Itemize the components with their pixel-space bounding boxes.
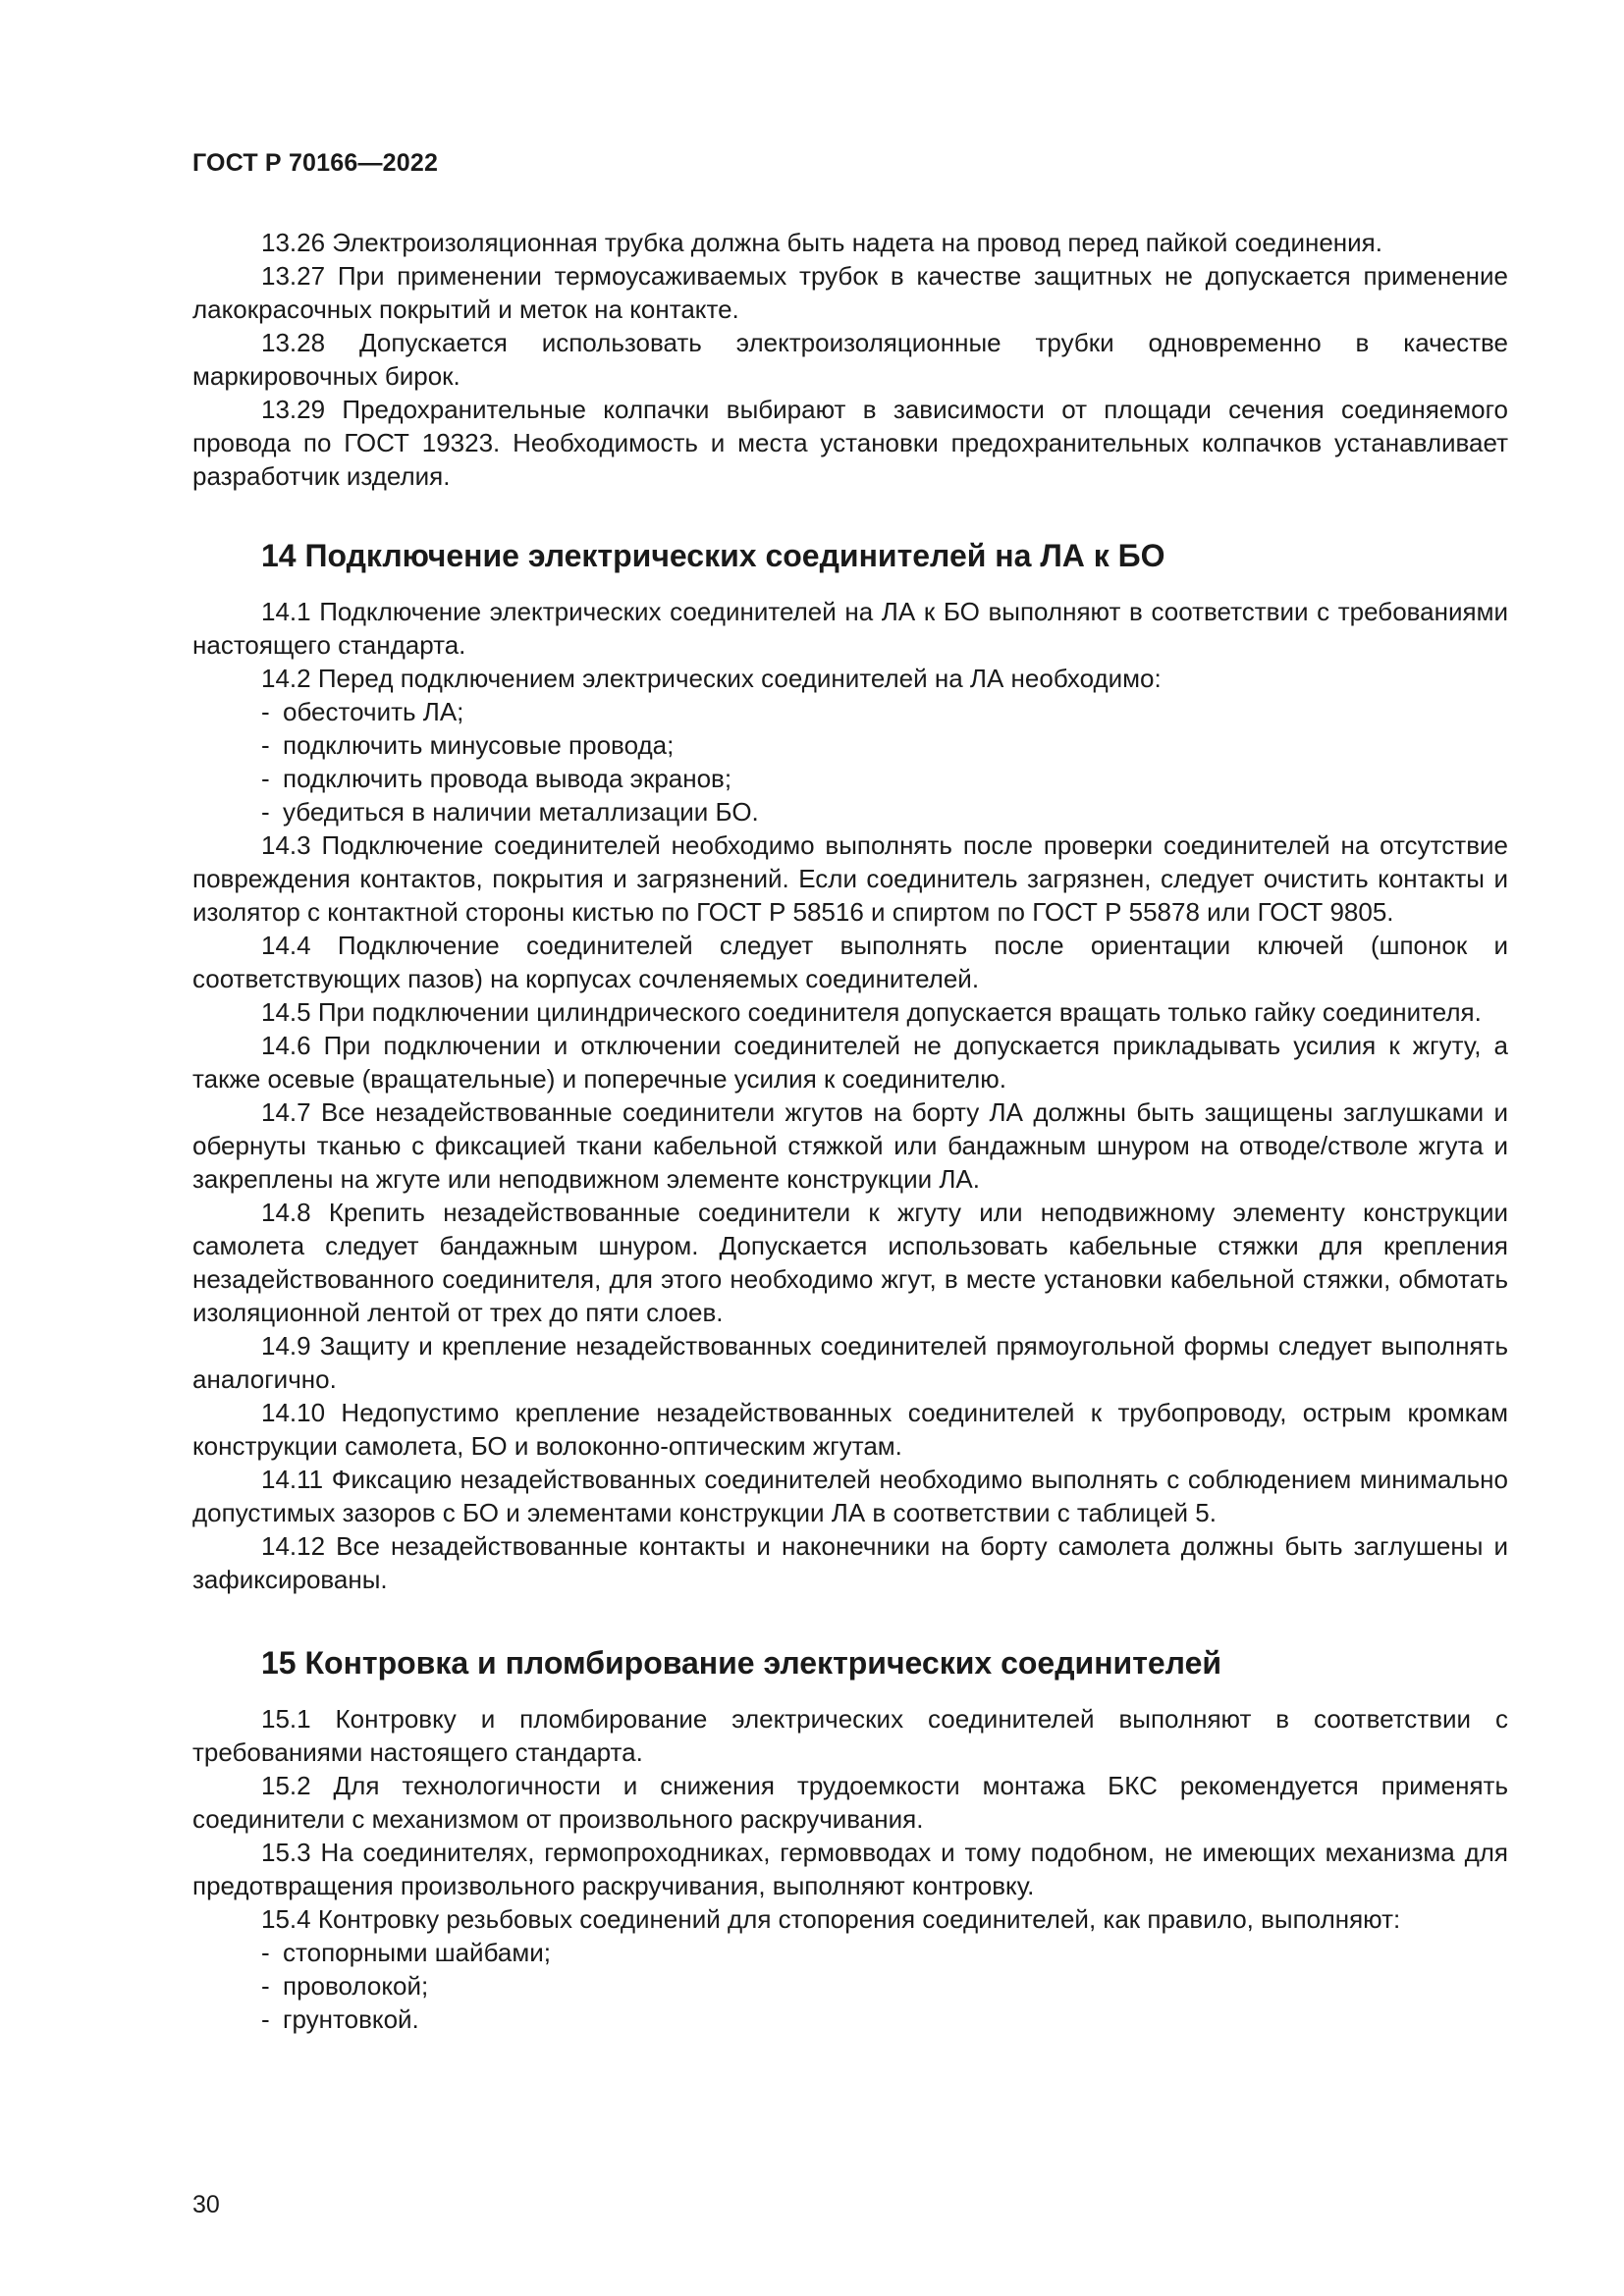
list-dash: - — [261, 764, 270, 793]
paragraph-14-9: 14.9 Защиту и крепление незадействованных соединителей прямоугольной формы следует выполнять аналогично. — [192, 1331, 1508, 1394]
paragraph-15-4: 15.4 Контровку резьбовых соединений для стопорения соединителей, как правило, выполняют: — [261, 1904, 1401, 1934]
list-item — [192, 728, 1508, 762]
paragraph-15-3: 15.3 На соединителях, гермопроходниках, гермовводах и тому подобном, не имеющих механизма для предотвращения произвольного раскручивания, выполняют контровку. — [192, 1838, 1508, 1900]
paragraph-14-2: 14.2 Перед подключением электрических соединителей на ЛА необходимо: — [261, 664, 1162, 693]
paragraph-14-10: 14.10 Недопустимо крепление незадействованных соединителей к трубопроводу, острым кромкам конструкции самолета, БО и волоконно-оптическим жгутам. — [192, 1398, 1508, 1461]
list-item — [192, 695, 1508, 728]
list-dash: - — [261, 1971, 270, 2001]
list-item — [192, 795, 1508, 828]
list-item — [192, 762, 1508, 795]
document-code-header: ГОСТ Р 70166—2022 — [192, 149, 439, 177]
list-item — [192, 1969, 1508, 2002]
section-14-heading: 14 Подключение электрических соединителей на ЛА к БО — [261, 538, 1165, 573]
paragraph-13-27: 13.27 При применении термоусаживаемых трубок в качестве защитных не допускается применение лакокрасочных покрытий и меток на контакте. — [192, 261, 1508, 324]
paragraph-13-26: 13.26 Электроизоляционная трубка должна быть надета на провод перед пайкой соединения. — [261, 228, 1382, 257]
paragraph-14-4: 14.4 Подключение соединителей следует выполнять после ориентации ключей (шпонок и соответствующих пазов) на корпусах сочленяемых соединителей. — [192, 931, 1508, 993]
paragraph-13-29: 13.29 Предохранительные колпачки выбирают в зависимости от площади сечения соединяемого провода по ГОСТ 19323. Необходимость и места установки предохранительных колпачков устанавливает разработчик изделия. — [192, 395, 1508, 491]
list-dash: - — [261, 1938, 270, 1967]
list-dash: - — [261, 2004, 270, 2034]
list-item-text: проволокой; — [283, 1971, 429, 2001]
paragraph-14-11: 14.11 Фиксацию незадействованных соединителей необходимо выполнять с соблюдением минимально допустимых зазоров с БО и элементами конструкции ЛА в соответствии с таблицей 5. — [192, 1465, 1508, 1527]
paragraph-14-3: 14.3 Подключение соединителей необходимо выполнять после проверки соединителей на отсутствие повреждения контактов, покрытия и загрязнений. Если соединитель загрязнен, следует очистить контакты и изолятор с контактной стороны кистью по ГОСТ Р 58516 и спиртом по ГОСТ Р 55878 или ГОСТ 9805. — [192, 830, 1508, 927]
paragraph-14-5: 14.5 При подключении цилиндрического соединителя допускается вращать только гайку соединителя. — [261, 997, 1482, 1027]
paragraph-13-28: 13.28 Допускается использовать электроизоляционные трубки одновременно в качестве маркировочных бирок. — [192, 328, 1508, 391]
list-item-text: подключить минусовые провода; — [283, 730, 675, 760]
list-item — [192, 1936, 1508, 1969]
page-content — [192, 226, 1508, 2036]
paragraph-14-12: 14.12 Все незадействованные контакты и наконечники на борту самолета должны быть заглушены и зафиксированы. — [192, 1531, 1508, 1594]
list-item — [192, 2002, 1508, 2036]
paragraph-15-1: 15.1 Контровку и пломбирование электрических соединителей выполняют в соответствии с требованиями настоящего стандарта. — [192, 1704, 1508, 1767]
paragraph-14-7: 14.7 Все незадействованные соединители жгутов на борту ЛА должны быть защищены заглушками и обернуты тканью с фиксацией ткани кабельной стяжкой или бандажным шнуром на отводе/стволе жгута и закреплены на жгуте или неподвижном элементе конструкции ЛА. — [192, 1097, 1508, 1194]
list-item-text: стопорными шайбами; — [283, 1938, 551, 1967]
page-number: 30 — [192, 2191, 220, 2218]
paragraph-14-6: 14.6 При подключении и отключении соединителей не допускается прикладывать усилия к жгуту, а также осевые (вращательные) и поперечные усилия к соединителю. — [192, 1031, 1508, 1094]
list-dash: - — [261, 730, 270, 760]
section-15-heading: 15 Контровка и пломбирование электрических соединителей — [261, 1645, 1222, 1681]
paragraph-15-2: 15.2 Для технологичности и снижения трудоемкости монтажа БКС рекомендуется применять соединители с механизмом от произвольного раскручивания. — [192, 1771, 1508, 1834]
paragraph-14-1: 14.1 Подключение электрических соединителей на ЛА к БО выполняют в соответствии с требованиями настоящего стандарта. — [192, 597, 1508, 660]
list-item-text: грунтовкой. — [283, 2004, 419, 2034]
list-item-text: обесточить ЛА; — [283, 697, 464, 726]
list-item-text: убедиться в наличии металлизации БО. — [283, 797, 759, 827]
paragraph-14-8: 14.8 Крепить незадействованные соединители к жгуту или неподвижному элементу конструкции самолета следует бандажным шнуром. Допускается использовать кабельные стяжки для крепления незадействованного соединителя, для этого необходимо жгут, в месте установки кабельной стяжки, обмотать изоляционной лентой от трех до пяти слоев. — [192, 1198, 1508, 1327]
list-dash: - — [261, 697, 270, 726]
list-item-text: подключить провода вывода экранов; — [283, 764, 732, 793]
list-dash: - — [261, 797, 270, 827]
